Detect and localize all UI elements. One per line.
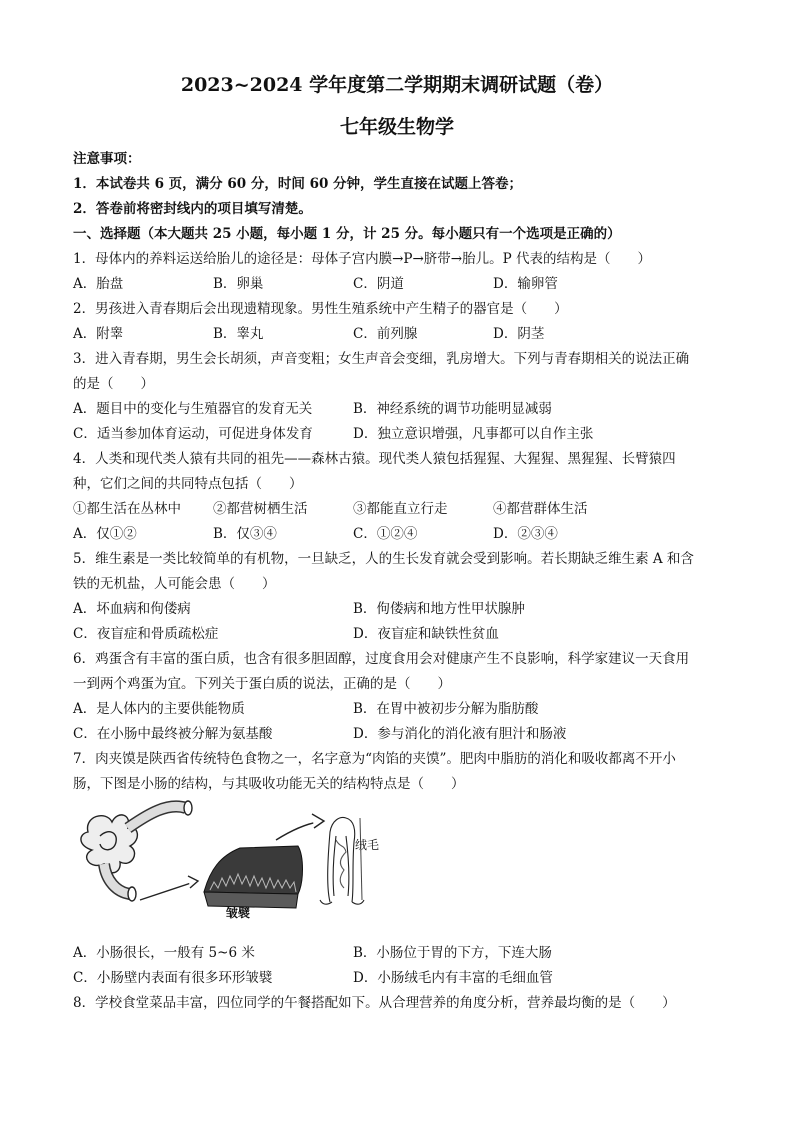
question-stem-continued: 铁的无机盐，人可能会患（ ） [73,576,276,592]
option-c: C．在小肠中最终被分解为氨基酸 [73,726,273,742]
option-c: C．①②④ [353,526,418,542]
option-b: B．睾丸 [213,326,264,342]
question-stem-continued: 的是（ ） [73,376,154,392]
option-a: A．胎盘 [73,276,124,292]
question-stem: 4．人类和现代类人猿有共同的祖先——森林古猿。现代类人猿包括猩猩、大猩猩、黑猩猩、长臂猿四 [73,451,676,467]
question-stem: 3．进入青春期，男生会长胡须，声音变粗；女生声音会变细，乳房增大。下列与青春期相关的说法正确 [73,351,690,367]
option-d: D．小肠绒毛内有丰富的毛细血管 [353,970,553,986]
section-heading: 一、选择题（本大题共 25 小题，每小题 1 分，计 25 分。每小题只有一个选项是正确的） [73,226,621,242]
question-stem: 8．学校食堂菜品丰富，四位同学的午餐搭配如下。从合理营养的角度分析，营养最均衡的是（ ） [73,995,676,1011]
option-a: A．附睾 [73,326,124,342]
statement-item: ④都营群体生活 [493,501,588,517]
option-b: B．小肠位于胃的下方，下连大肠 [353,945,552,961]
option-c: C．夜盲症和骨质疏松症 [73,626,219,642]
question-stem-continued: 肠，下图是小肠的结构，与其吸收功能无关的结构特点是（ ） [73,776,465,792]
option-c: C．前列腺 [353,326,418,342]
question-stem: 6．鸡蛋含有丰富的蛋白质，也含有很多胆固醇，过度食用会对健康产生不良影响，科学家建议一天食用 [73,651,690,667]
fold-section-illustration [204,846,303,908]
note-item: 2．答卷前将密封线内的项目填写清楚。 [73,201,312,217]
option-b: B．在胃中被初步分解为脂肪酸 [353,701,539,717]
statement-item: ③都能直立行走 [353,501,448,517]
question-stem-continued: 一到两个鸡蛋为宜。下列关于蛋白质的说法，正确的是（ ） [73,676,451,692]
option-b: B．佝偻病和地方性甲状腺肿 [353,601,525,617]
option-a: A．题目中的变化与生殖器官的发育无关 [73,401,313,417]
notes-heading: 注意事项： [73,151,141,167]
option-d: D．②③④ [493,526,558,542]
question-stem: 1．母体内的养料运送给胎儿的途径是：母体子宫内膜→P→脐带→胎儿。P 代表的结构是（ ） [73,251,651,267]
option-a: A．坏血病和佝偻病 [73,601,191,617]
villus-illustration [320,818,364,905]
option-d: D．阴茎 [493,326,545,342]
option-d: D．参与消化的消化液有胆汁和肠液 [353,726,567,742]
intestine-coil-illustration [81,801,192,901]
option-d: D．独立意识增强，凡事都可以自作主张 [353,426,594,442]
option-b: B．仅③④ [213,526,277,542]
option-c: C．小肠壁内表面有很多环形皱襞 [73,970,273,986]
exam-subtitle: 七年级生物学 [339,116,454,138]
label-circular-fold: 皱襞 [226,906,251,920]
option-c: C．阴道 [353,276,404,292]
option-b: B．卵巢 [213,276,264,292]
note-item: 1．本试卷共 6 页，满分 60 分，时间 60 分钟，学生直接在试题上答卷； [73,176,523,192]
small-intestine-figure [70,796,400,920]
option-c: C．适当参加体育运动，可促进身体发育 [73,426,313,442]
exam-title: 2023~2024 学年度第二学期期末调研试题（卷） [180,74,614,96]
statement-item: ①都生活在丛林中 [73,501,181,517]
question-stem-continued: 种，它们之间的共同特点包括（ ） [73,476,303,492]
small-intestine-diagram [70,796,400,916]
question-stem: 7．肉夹馍是陕西省传统特色食物之一，名字意为“肉馅的夹馍”。肥肉中脂肪的消化和吸收都离不开小 [73,751,676,767]
option-d: D．输卵管 [493,276,558,292]
question-stem: 5．维生素是一类比较简单的有机物，一旦缺乏，人的生长发育就会受到影响。若长期缺乏维生素 A 和含 [73,551,694,567]
option-a: A．仅①② [73,526,137,542]
option-a: A．是人体内的主要供能物质 [73,701,245,717]
question-stem: 2．男孩进入青春期后会出现遗精现象。男性生殖系统中产生精子的器官是（ ） [73,301,568,317]
option-d: D．夜盲症和缺铁性贫血 [353,626,499,642]
statement-item: ②都营树栖生活 [213,501,308,517]
option-a: A．小肠很长，一般有 5~6 米 [73,945,255,961]
label-villus: 绒毛 [355,838,380,852]
option-b: B．神经系统的调节功能明显减弱 [353,401,552,417]
